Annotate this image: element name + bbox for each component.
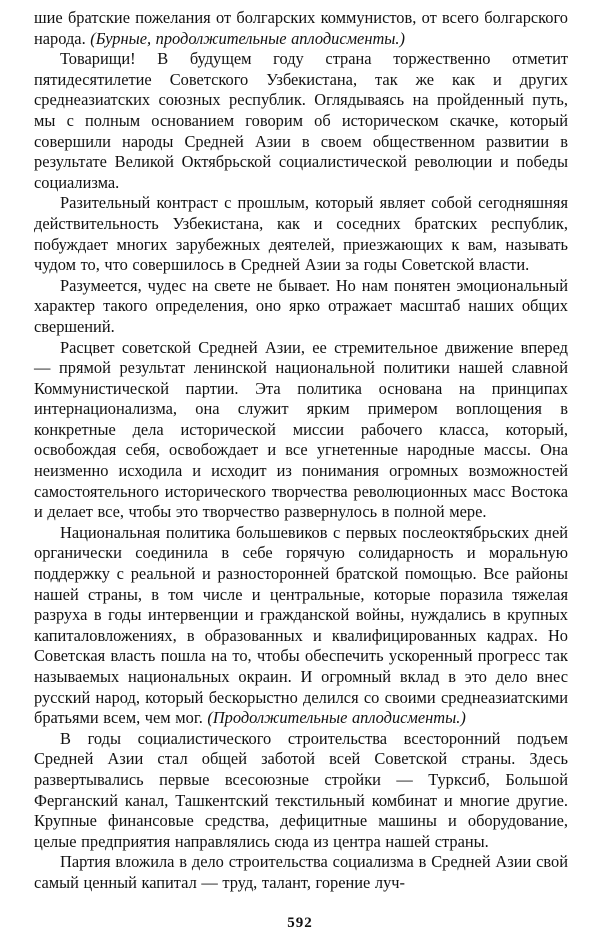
paragraph-4	[34, 276, 568, 338]
paragraph-2	[34, 49, 568, 193]
paragraph-2-text: Товарищи! В будущем году страна торжественно отметит пятидесятилетие Советского Узбекистана, так же как и других среднеазиатских союзных республик. Оглядываясь на пройденный путь, мы с полным основанием говорим об историческом скачке, который совершили народы Средней Азии в своем общественном развитии в результате Великой Октябрьской социалистической революции и победы социализма.	[34, 49, 568, 192]
paragraph-8	[34, 852, 568, 893]
paragraph-1-text: шие братские пожелания от болгарских коммунистов, от всего болгарского народа.	[34, 8, 568, 48]
paragraph-6	[34, 523, 568, 729]
paragraph-3	[34, 193, 568, 275]
paragraph-4-text: Разумеется, чудес на свете не бывает. Но нам понятен эмоциональный характер такого определения, оно ярко отражает масштаб наших общих свершений.	[34, 275, 568, 336]
paragraph-5-text: Расцвет советской Средней Азии, ее стремительное движение вперед — прямой результат ленинской национальной политики нашей славной Коммунистической партии. Эта политика основана на принципах интернационализма, она служит ярким примером воплощения в конкретные дела исторической миссии рабочего класса, который, освобождая себя, освобождает и все угнетенные народные массы. Она неизменно исходила и исходит из понимания огромных возможностей самостоятельного исторического творчества революционных масс Востока и делает все, чтобы это творчество развернулось в полной мере.	[34, 337, 568, 522]
paragraph-7-text: В годы социалистического строительства всесторонний подъем Средней Азии стал общей заботой всей Советской страны. Здесь развертывались первые всесоюзные стройки — Турксиб, Большой Ферганский канал, Ташкентский текстильный комбинат и многие другие. Крупные финансовые средства, дефицитные машины и оборудование, целые предприятия направлялись сюда из центра нашей страны.	[34, 728, 568, 851]
paragraph-6-text: Национальная политика большевиков с первых послеоктябрьских дней органически соединила в себе горячую солидарность и моральную поддержку с реальной и разносторонней братской помощью. Все районы нашей страны, в том числе и центральные, которые поразила тяжелая разруха в годы интервенции и гражданской войны, нуждались в крупных капиталовложениях, в образованных и квалифицированных кадрах. Но Советская власть пошла на то, чтобы обеспечить ускоренный прогресс так называемых национальных окраин. И огромный вклад в это дело внес русский народ, который бескорыстно делился со своими среднеазиатскими братьями всем, чем мог.	[34, 522, 568, 728]
paragraph-1-applause: (Бурные, продолжительные аплодисменты.)	[90, 28, 405, 48]
paragraph-8-text: Партия вложила в дело строительства социализма в Средней Азии свой самый ценный капитал — труд, талант, горение луч-	[34, 852, 568, 892]
paragraph-1	[34, 8, 568, 49]
page-number: 592	[287, 915, 313, 931]
paragraph-3-text: Разительный контраст с прошлым, который являет собой сегодняшняя действительность Узбекистана, как и соседних братских республик, побуждает многих зарубежных деятелей, приезжающих к вам, называть чудом то, что совершилось в Средней Азии за годы Советской власти.	[34, 193, 568, 275]
page-body	[34, 8, 568, 894]
paragraph-6-applause: (Продолжительные аплодисменты.)	[207, 708, 466, 728]
paragraph-5	[34, 338, 568, 523]
paragraph-7	[34, 729, 568, 853]
